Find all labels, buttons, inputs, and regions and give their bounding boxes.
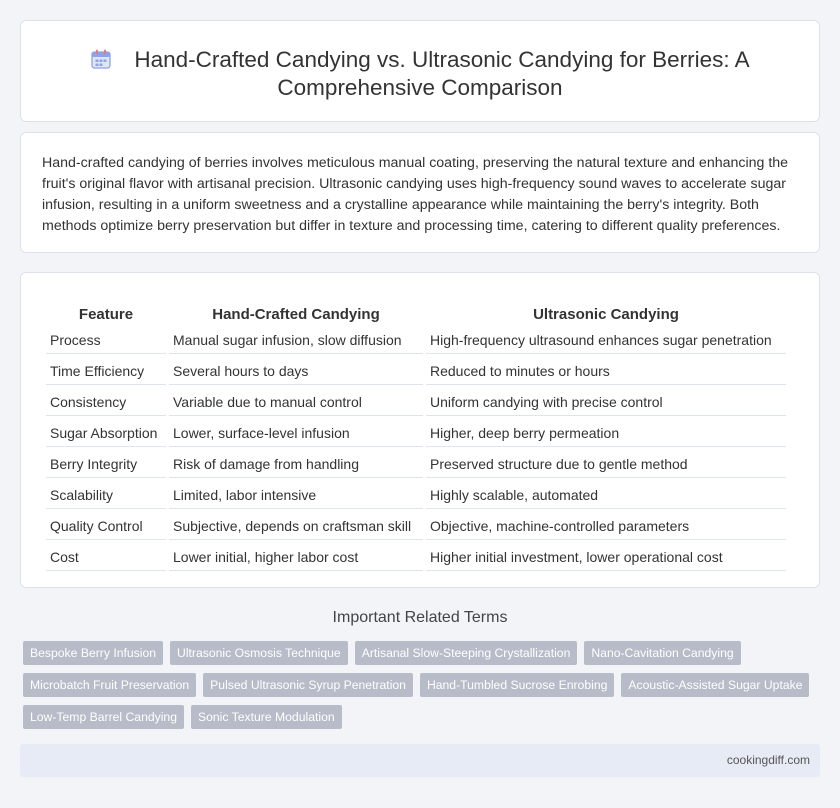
table-row — [46, 450, 786, 478]
related-term-tag[interactable]: Hand-Tumbled Sucrose Enrobing — [420, 673, 614, 697]
table-row — [46, 481, 786, 509]
footer-bar — [20, 744, 820, 777]
ultrasonic-cell: Higher, deep berry permeation — [426, 419, 786, 447]
hand-crafted-cell: Lower, surface-level infusion — [169, 419, 423, 447]
related-term-tag[interactable]: Nano-Cavitation Candying — [584, 641, 740, 665]
ultrasonic-cell: High-frequency ultrasound enhances sugar penetration — [426, 326, 786, 354]
table-row — [46, 543, 786, 571]
table-row — [46, 357, 786, 385]
hand-crafted-cell: Limited, labor intensive — [169, 481, 423, 509]
feature-cell: Cost — [46, 543, 166, 571]
related-term-tag[interactable]: Sonic Texture Modulation — [191, 705, 342, 729]
footer-site-link[interactable]: cookingdiff.com — [726, 753, 810, 767]
title-card — [20, 20, 820, 122]
related-term-tag[interactable]: Ultrasonic Osmosis Technique — [170, 641, 348, 665]
hand-crafted-cell: Variable due to manual control — [169, 388, 423, 416]
hand-crafted-cell: Lower initial, higher labor cost — [169, 543, 423, 571]
table-row — [46, 512, 786, 540]
related-terms-heading: Important Related Terms — [332, 609, 508, 626]
feature-cell: Time Efficiency — [46, 357, 166, 385]
hand-crafted-cell: Subjective, depends on craftsman skill — [169, 512, 423, 540]
ultrasonic-cell: Higher initial investment, lower operational cost — [426, 543, 786, 571]
feature-cell: Quality Control — [46, 512, 166, 540]
related-term-tag[interactable]: Acoustic-Assisted Sugar Uptake — [621, 673, 809, 697]
related-terms-list — [23, 641, 823, 729]
ultrasonic-cell: Reduced to minutes or hours — [426, 357, 786, 385]
related-term-tag[interactable]: Microbatch Fruit Preservation — [23, 673, 196, 697]
header-ultrasonic: Ultrasonic Candying — [533, 306, 679, 323]
calendar-icon — [90, 48, 112, 70]
header-feature: Feature — [78, 306, 134, 323]
ultrasonic-cell: Objective, machine-controlled parameters — [426, 512, 786, 540]
hand-crafted-cell: Several hours to days — [169, 357, 423, 385]
ultrasonic-cell: Uniform candying with precise control — [426, 388, 786, 416]
comparison-table — [43, 295, 789, 574]
hand-crafted-cell: Risk of damage from handling — [169, 450, 423, 478]
page-title — [21, 46, 819, 102]
related-term-tag[interactable]: Artisanal Slow-Steeping Crystallization — [355, 641, 578, 665]
summary-card — [20, 132, 820, 253]
title-line-1: Hand-Crafted Candying vs. Ultrasonic Candying for Berries: A — [134, 47, 750, 72]
related-term-tag[interactable]: Bespoke Berry Infusion — [23, 641, 163, 665]
feature-cell: Berry Integrity — [46, 450, 166, 478]
related-term-tag[interactable]: Low-Temp Barrel Candying — [23, 705, 184, 729]
header-hand-crafted: Hand-Crafted Candying — [212, 306, 380, 323]
feature-cell: Process — [46, 326, 166, 354]
ultrasonic-cell: Highly scalable, automated — [426, 481, 786, 509]
comparison-table-card — [20, 272, 820, 588]
table-row — [46, 388, 786, 416]
feature-cell: Sugar Absorption — [46, 419, 166, 447]
title-line-2: Comprehensive Comparison — [277, 75, 563, 100]
ultrasonic-cell: Preserved structure due to gentle method — [426, 450, 786, 478]
feature-cell: Consistency — [46, 388, 166, 416]
hand-crafted-cell: Manual sugar infusion, slow diffusion — [169, 326, 423, 354]
related-term-tag[interactable]: Pulsed Ultrasonic Syrup Penetration — [203, 673, 413, 697]
summary-text: Hand-crafted candying of berries involves meticulous manual coating, preserving the natural texture and enhancing the fruit's original flavor with artisanal precision. Ultrasonic candying uses high-frequency sound waves to accelerate sugar infusion, resulting in a uniform sweetness and a crystalline appearance while maintaining the berry's integrity. Both methods optimize berry preservation but differ in texture and processing time, catering to different quality preferences. — [42, 155, 789, 234]
table-header-row — [46, 298, 786, 323]
feature-cell: Scalability — [46, 481, 166, 509]
table-row — [46, 419, 786, 447]
table-row — [46, 326, 786, 354]
